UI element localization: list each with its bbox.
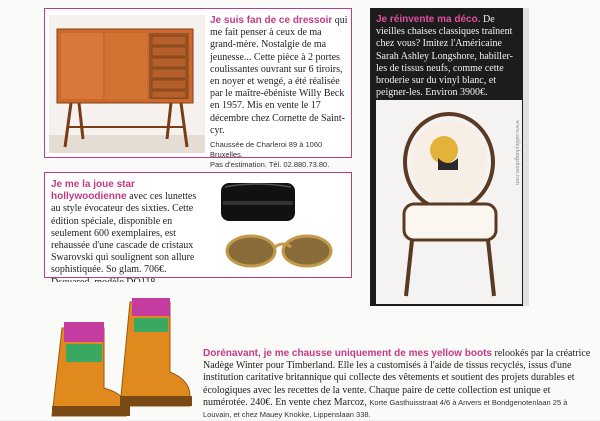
glasses-article: [44, 172, 352, 278]
dresser-headline: Je suis fan de ce dressoir: [210, 15, 333, 26]
glasses-body: avec ces lunettes au style évocateur des sixties. Cette édition spéciale, disponible en seulement 600 exemplaires, est rehaussée d'une cascade de cristaux Swarovski qui soulignent son allure sophistiquée. So glam. 706€.: [51, 191, 197, 276]
dresser-article: [44, 8, 352, 170]
chair-text: [376, 14, 522, 99]
chair-article: [370, 8, 524, 306]
boots-article: [203, 348, 595, 418]
dresser-address: Chaussée de Charleroi 89 à 1060 Bruxelles.: [210, 140, 323, 160]
dresser-image: [49, 15, 205, 153]
chair-body: De vieilles chaises classiques traînent chez vous? Imitez l'Américaine Sarah Ashley Longshore, habiller-les de tissus neufs, comme cette broderie sur du vinyl blanc, et peigner-les. Environ 3900€.: [376, 14, 513, 99]
glasses-image: [207, 179, 347, 275]
dresser-info: Pas d'estimation. Tél. 02.880.73.80.: [210, 160, 330, 170]
boots-text: [203, 348, 595, 421]
boots-address: Korte Gasthuisstraat 4/6 à Anvers et Bondgenotenlaan 25 à Louvain, et chez Mauey Knokke, Lippenslaan 338.: [203, 397, 568, 420]
chair-caption: www.ashleylongshore.com: [514, 120, 520, 185]
chair-image: [376, 100, 522, 304]
page-edge: [523, 8, 529, 306]
dresser-body: qui me fait penser à ceux de ma grand-mère. Nostalgie de ma jeunesse... Cette pièce à 2 portes coulissantes ouvrant sur 6 tiroirs, en noyer et wengé, a été réalisée par le maître-ébéniste Willy Beck en 1957. Mis en vente le 17 décembre chez Cornette de Saint-cyr.: [210, 15, 348, 136]
boots-body: relookés par la créatrice Nadège Winter pour Timberland. Elle les a customisés à l'aide de tissus recyclés, issus d'une institution caritative britannique qui collecte des vêtements et soutient des projets durables et écologiques avec les recettes de la vente. Chaque paire de cette collection est unique et numérotée. 240€. En vente chez Marcoz,: [203, 348, 591, 408]
boots-image: [40, 282, 200, 420]
glasses-headline: Je me la joue star hollywoodienne: [51, 179, 135, 203]
boots-headline: Dorénavant, je me chausse uniquement de mes yellow boots: [203, 348, 492, 359]
dresser-text: [210, 15, 350, 170]
chair-headline: Je réinvente ma déco.: [376, 14, 481, 25]
